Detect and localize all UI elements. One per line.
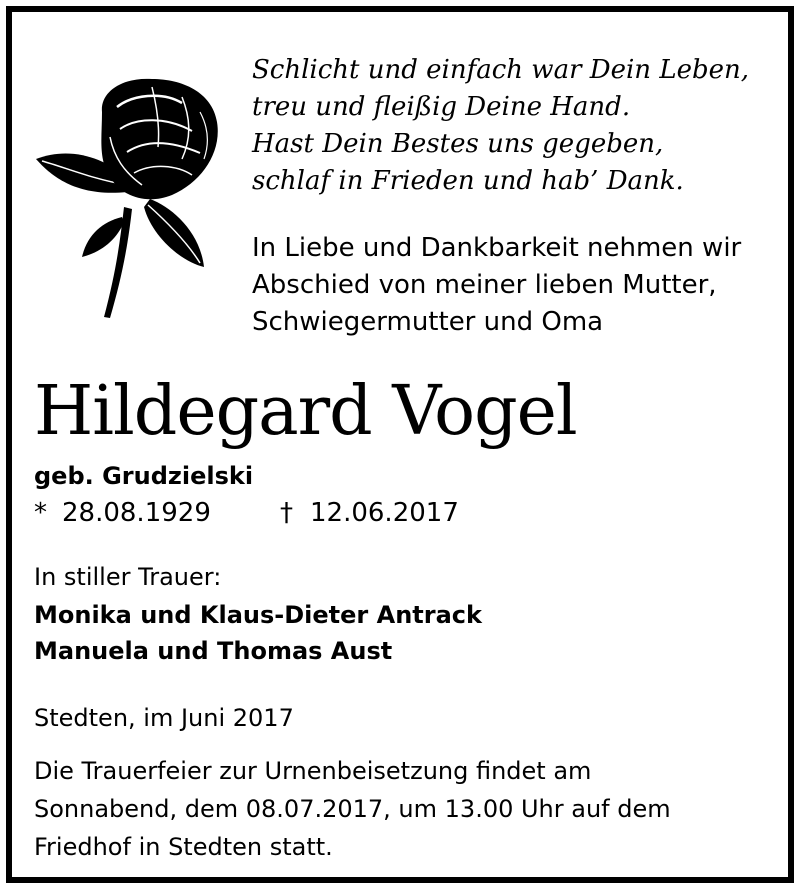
poem-line: Schlicht und einfach war Dein Leben, xyxy=(252,55,750,85)
death-date: 12.06.2017 xyxy=(310,498,459,528)
mourner-name: Manuela und Thomas Aust xyxy=(34,637,393,665)
poem xyxy=(252,52,792,200)
poem-line: Hast Dein Bestes uns gegeben, xyxy=(252,129,664,159)
mourning-heading: In stiller Trauer: xyxy=(34,563,222,591)
rose-icon xyxy=(32,67,242,327)
obituary-frame xyxy=(6,6,794,883)
funeral-notice xyxy=(34,752,794,866)
funeral-line: Sonnabend, dem 08.07.2017, um 13.00 Uhr auf dem xyxy=(34,795,671,823)
intro-line: Abschied von meiner lieben Mutter, xyxy=(252,270,717,300)
poem-line: schlaf in Frieden und hab’ Dank. xyxy=(252,166,684,196)
deceased-name: Hildegard Vogel xyxy=(34,372,577,451)
mourners-list xyxy=(34,597,482,669)
intro-line: In Liebe und Dankbarkeit nehmen wir xyxy=(252,233,742,263)
life-dates xyxy=(34,495,459,531)
intro-text xyxy=(252,230,792,341)
funeral-line: Friedhof in Stedten statt. xyxy=(34,833,333,861)
death-symbol: † xyxy=(280,498,293,528)
birth-symbol: * xyxy=(34,498,47,528)
poem-line: treu und fleißig Deine Hand. xyxy=(252,92,631,122)
intro-line: Schwiegermutter und Oma xyxy=(252,307,604,337)
mourner-name: Monika und Klaus-Dieter Antrack xyxy=(34,601,482,629)
place-date: Stedten, im Juni 2017 xyxy=(34,704,294,732)
birth-date: 28.08.1929 xyxy=(62,498,211,528)
funeral-line: Die Trauerfeier zur Urnenbeisetzung findet am xyxy=(34,757,592,785)
birth-name: geb. Grudzielski xyxy=(34,462,254,490)
